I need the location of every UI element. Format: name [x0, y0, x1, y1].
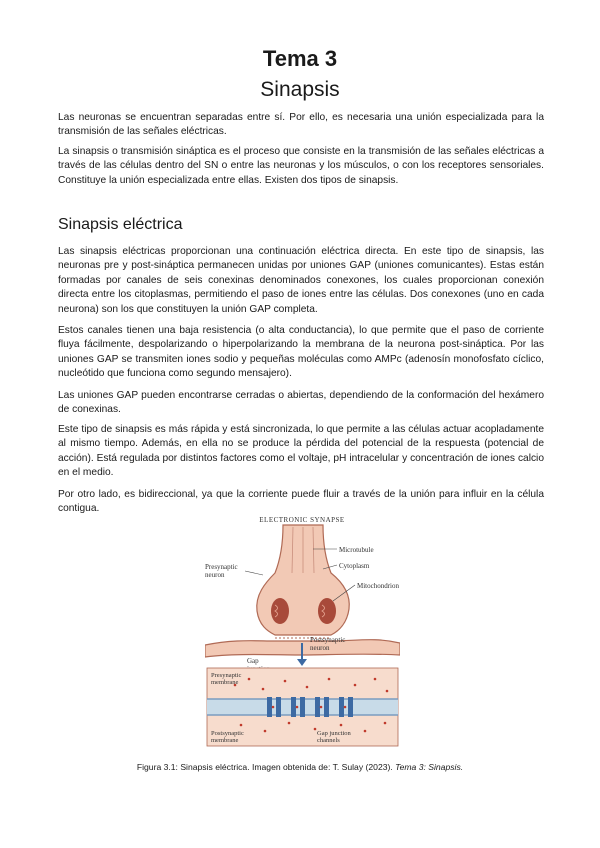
mitochondrion-left [271, 598, 289, 624]
label-postsynaptic-neuron-2: neuron [310, 644, 330, 652]
label-gap-junction-channels-2: channels [317, 737, 340, 744]
electronic-synapse-illustration [205, 513, 400, 749]
label-mitochondrion: Mitochondrion [357, 582, 399, 590]
section-paragraph-1: Las sinapsis eléctricas proporcionan una continuación eléctrica directa. En este tipo de sinapsis, las neuronas pre y post-sináptica permanecen unidas por uniones GAP (uniones comunicantes). Estas están formadas por canales de seis conexinas denominados conexones, los cuales proporcionan conexión directa entre los citoplasmas, permitiendo el paso de iones entre las células. Dos conexones (uno en cada neurona) son los que constituyen la unión GAP completa. [58, 246, 544, 315]
label-postsynaptic-membrane-1: Postsynaptic [211, 730, 244, 737]
section-heading: Sinapsis eléctrica [58, 216, 183, 233]
intro-paragraph-2: La sinapsis o transmisión sináptica es el proceso que consiste en la transmisión de las señales eléctricas a través de las células dentro del SN o entre las neuronas y los músculos, o con los receptores sensoriales. Constituye la unión especializada entre ellas. Existen dos tipos de sinapsis. [58, 146, 544, 186]
magnified-gap-junction [207, 668, 398, 746]
label-presynaptic-neuron-2: neuron [205, 571, 225, 579]
label-gap-junction-channels-1: Gap junction [317, 730, 351, 737]
figure-caption [0, 762, 600, 772]
label-postsynaptic-membrane-2: membrane [211, 737, 239, 744]
label-gap-junction-1: Gap [247, 657, 259, 665]
caption-text: Figura 3.1: Sinapsis eléctrica. Imagen obtenida de: T. Sulay (2023). [136, 762, 396, 772]
mitochondrion-right [318, 598, 336, 624]
label-presynaptic-membrane-1: Presynaptic [211, 672, 242, 679]
section-paragraph-2: Estos canales tienen una baja resistencia (o alta conductancia), lo que permite que el paso de corriente fluya fácilmente, despolarizando o hiperpolarizando la membrana de la neurona post-sináptica. Por las uniones GAP se transmiten iones sodio y pequeñas moléculas como AMPc (adenosín monofosfato cíclico, nucleótido que funciona como segundo mensajero). [58, 325, 544, 380]
label-microtubule: Microtubule [339, 546, 374, 554]
page-subtitle: Sinapsis [260, 78, 340, 101]
synapse-figure [205, 513, 400, 749]
label-cytoplasm: Cytoplasm [339, 562, 370, 570]
intro-paragraph-1: Las neuronas se encuentran separadas entre sí. Por ello, es necesaria una unión especializada para la transmisión de las señales eléctricas. [58, 112, 544, 138]
section-paragraph-4: Este tipo de sinapsis es más rápida y está sincronizada, lo que permite a las células actuar acopladamente al mismo tiempo. Además, en ella no se produce la pérdida del potencial de la respuesta (potencial de acción). Está regulada por distintos factores como el voltaje, pH intracelular y concentración de iones calcio en el medio. [58, 424, 544, 479]
section-paragraph-3: Las uniones GAP pueden encontrarse cerradas o abiertas, dependiendo de la conformación del hexámero de conexinas. [58, 390, 544, 416]
label-presynaptic-membrane-2: membrane [211, 679, 239, 686]
label-presynaptic-neuron-1: Presynaptic [205, 563, 238, 571]
label-postsynaptic-neuron-1: Postsynaptic [310, 636, 346, 644]
page-title: Tema 3 [262, 46, 338, 71]
section-paragraph-5: Por otro lado, es bidireccional, ya que la corriente puede fluir a través de la unión para influir en la célula contigua. [58, 489, 544, 515]
figure-header: ELECTRONIC SYNAPSE [259, 516, 345, 524]
caption-italic: Tema 3: Sinapsis. [395, 762, 464, 772]
